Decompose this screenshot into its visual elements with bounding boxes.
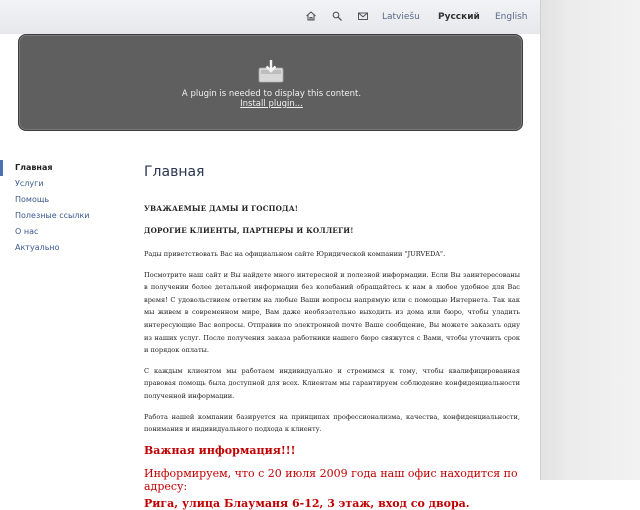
sidebar-item-home[interactable]: Главная (0, 160, 140, 176)
clients-paragraph: С каждым клиентом мы работаем индивидуально и стремимся к тому, чтобы квалифицированная правовая помощь была доступной для всех. Клиентам мы гарантируем соблюдение конфиденциальности полученной информации. (144, 366, 520, 400)
sidebar-item-help[interactable]: Помощь (15, 195, 50, 204)
search-icon[interactable] (331, 10, 343, 22)
home-icon[interactable] (305, 10, 317, 22)
page-title: Главная (144, 164, 205, 180)
header (0, 0, 540, 34)
sidebar-item-news[interactable]: Актуально (15, 243, 60, 252)
page-edge (540, 0, 640, 480)
lang-russian[interactable]: Русский (438, 12, 480, 22)
sidebar-item-links[interactable]: Полезные ссылки (15, 211, 90, 220)
greeting-heading: УВАЖАЕМЫЕ ДАМЫ И ГОСПОДА! (144, 204, 299, 213)
lang-english[interactable]: English (495, 12, 528, 22)
important-notice: Информируем, что с 20 июля 2009 года наш офис находится по адресу: (144, 466, 518, 493)
office-address: Рига, улица Блауманя 6-12, 3 этаж, вход со двора. (144, 496, 470, 510)
welcome-paragraph: Рады приветствовать Вас на официальном сайте Юридической компании "JURVEDA". (144, 250, 446, 258)
info-paragraph: Посмотрите наш сайт и Вы найдете много интересной и полезной информации. Если Вы заинтересованы в получении более детальной информации без колебаний обращайтесь к нам в любое удобное для Вас время! С удовольствием ответим на любые Ваши вопросы напрямую или с помощью Интернета. Так как мы живем в современном мире, Вам даже необязательно выходить из дома или бюро, чтобы уладить интересующие Вас вопросы. Отправив по электронной почте Ваше сообщение, Вы можете заказать одну из наших услуг. После получения заказа работники нашего бюро свяжутся с Вами, чтобы уточнить срок и порядок оплаты. (144, 270, 520, 355)
clients-heading: ДОРОГИЕ КЛИЕНТЫ, ПАРТНЕРЫ И КОЛЛЕГИ! (144, 226, 354, 235)
header-icons (305, 10, 369, 22)
mail-icon[interactable] (357, 10, 369, 22)
plugin-placeholder[interactable] (18, 34, 523, 131)
plugin-message: A plugin is needed to display this content. (181, 89, 362, 99)
principles-paragraph: Работа нашей компании базируется на принципах профессионализма, качества, конфиденциальности, понимания и индивидуального подхода к клиенту. (144, 412, 520, 434)
sidebar-nav (0, 160, 140, 256)
important-title: Важная информация!!! (144, 443, 296, 457)
main-content (144, 160, 520, 510)
sidebar-item-about[interactable]: О нас (15, 227, 39, 236)
lang-latvian[interactable]: Latviešu (382, 12, 420, 22)
plugin-icon (258, 59, 284, 83)
sidebar-item-services[interactable]: Услуги (15, 179, 44, 188)
install-plugin-link[interactable]: Install plugin... (240, 99, 303, 109)
